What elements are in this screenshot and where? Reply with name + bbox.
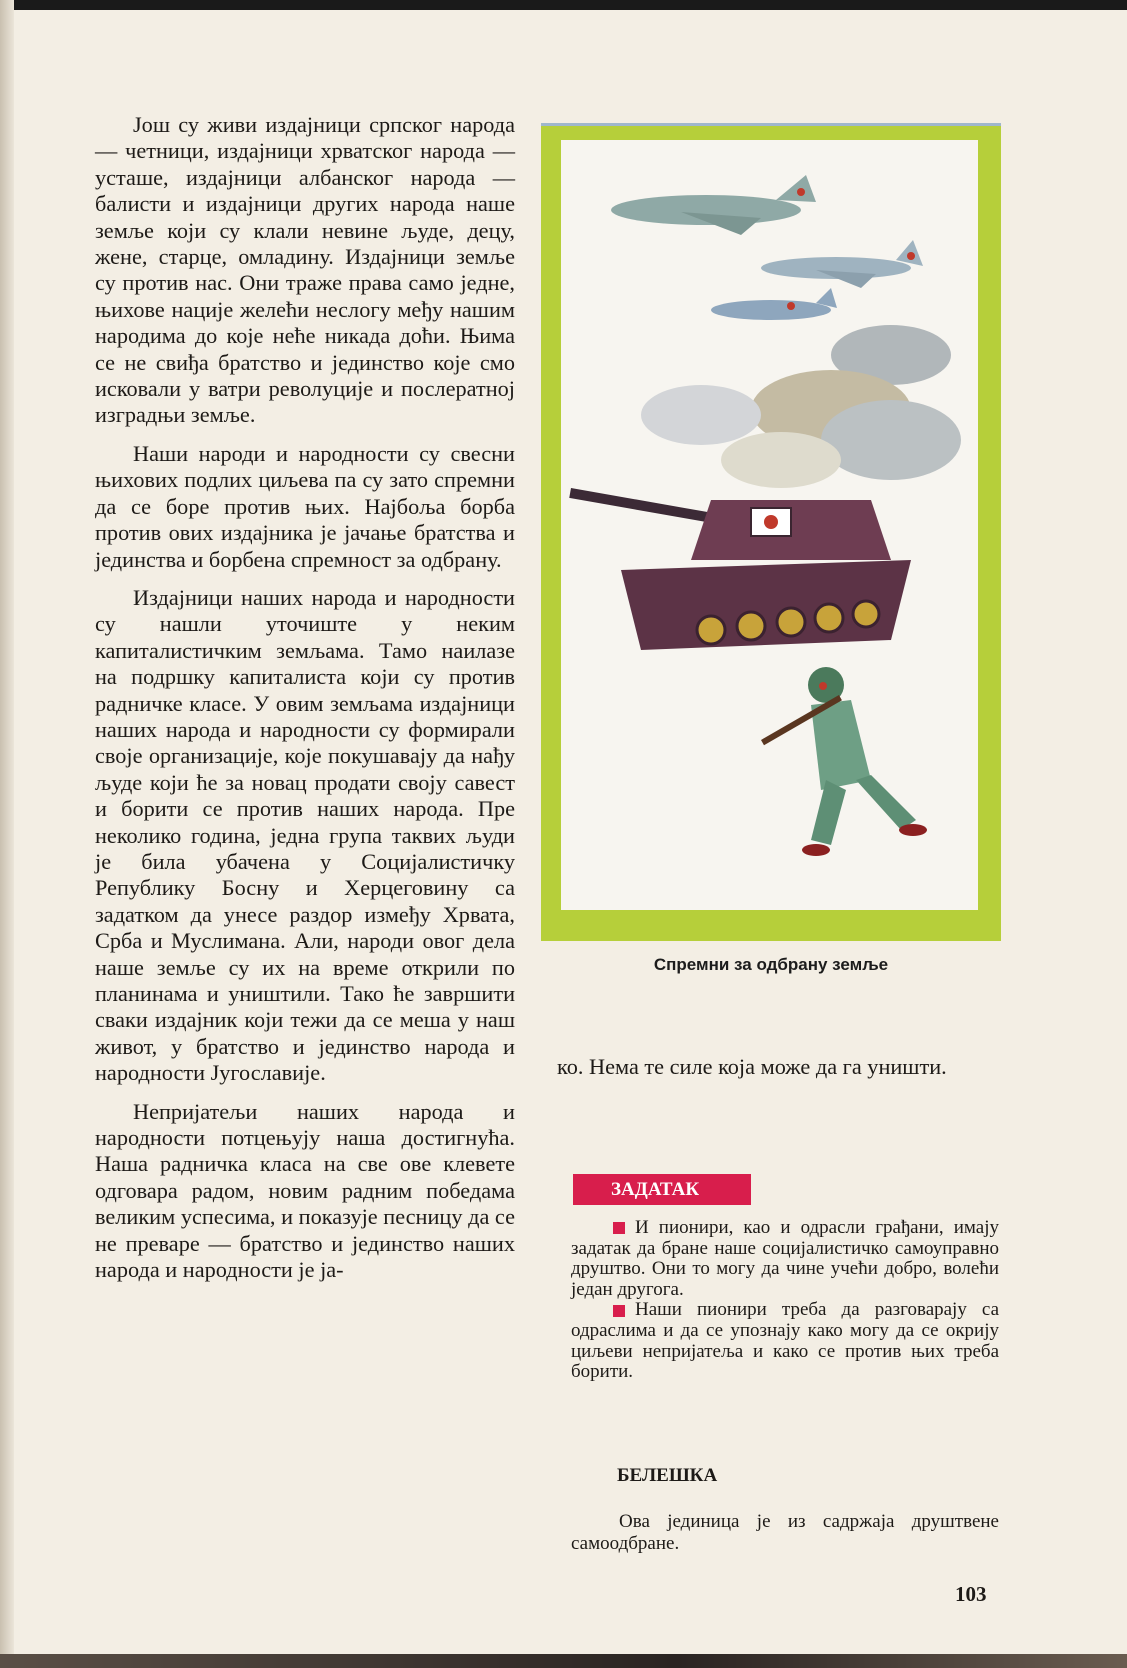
page-bottom-edge (0, 1654, 1127, 1668)
square-bullet-icon (613, 1222, 625, 1234)
square-bullet-icon (613, 1305, 625, 1317)
task-list (571, 1218, 999, 1383)
page-binding-edge (0, 0, 14, 1668)
smoke-cloud (641, 325, 961, 488)
paragraph: Још су живи издајници српског народа — четници, издајници хрватског народа — усташе, издајници албанског народа — балисти и издајници других народа наше земље који су клали невине људе, децу, жене, старце, омладину. Издајници земље су против нас. Они траже права само једне, њихове нације желећи неслогу међу нашим народима до које неће никада доћи. Њима се не свиђа братство и јединство које смо исковали у ватри револуције и послератној изградњи земље. (95, 112, 515, 428)
soldier-illustration (761, 667, 927, 856)
task-item (571, 1300, 999, 1382)
task-item-text: И пионири, као и одрасли грађани, имају задатак да бране наше социјалистичко самоуправно друштво. Они то могу да чине учећи добро, волећи један другога. (571, 1217, 999, 1300)
paragraph: Непријатељи наших народа и народности потцењују наша достигнућа. Наша радничка класа на све ове клевете одговара радом, новим радним победама великим успесима, и показује песницу да се не преваре — братство и јединство наших народа и народности је ја- (95, 1098, 515, 1283)
left-text-column (95, 112, 515, 1295)
task-item (571, 1218, 999, 1300)
continued-paragraph: ко. Нема те силе која може да га уништи. (557, 1054, 947, 1079)
tank-illustration (569, 488, 911, 650)
illustration-canvas (561, 140, 978, 910)
illustration-frame (541, 123, 1001, 941)
illustration-caption: Спремни за одбрану земље (653, 955, 889, 974)
defense-illustration (561, 140, 978, 910)
page-number: 103 (955, 1582, 987, 1606)
task-heading-badge: ЗАДАТАК (573, 1174, 751, 1205)
paragraph: Издајници наших народа и народности су нашли уточиште у неким капиталистичким земљама. Тамо наилазе на подршку капиталиста који су против радничке класе. У овим земљама издајници наших народа и народности су формирали своје организације, које покушавају да нађу људе који ће за новац продати своју савест и борити се против наших народа. Пре неколико година, једна група таквих људи је била убачена у Социјалистичку Републику Босну и Херцеговину са задатком да унесе раздор између Хрвата, Срба и Муслимана. Али, народи овог дела наше земље су их на време открили по планинама и уништили. Тако ће завршити сваки издајник који тежи да се меша у наш живот, у братство и јединство народа и народности Југославије. (95, 584, 515, 1086)
airplane-icon (761, 240, 923, 288)
page-top-edge (0, 0, 1127, 10)
note-heading: БЕЛЕШКА (617, 1465, 718, 1486)
paragraph: Наши народи и народности су свесни њихових подлих циљева па су зато спремни да се боре против њих. Најбоља борба против ових издајника је јачање братства и јединства и борбена спремност за одбрану. (95, 440, 515, 572)
note-text: Ова јединица је из садржаја друштвене самоодбране. (571, 1511, 999, 1554)
task-item-text: Наши пионири треба да разговарају са одраслима и да се упознају како могу да се окрију циљеви непријатеља и како се против њих треба борити. (571, 1299, 999, 1383)
airplane-icon (711, 288, 837, 320)
airplane-icon (611, 175, 816, 235)
